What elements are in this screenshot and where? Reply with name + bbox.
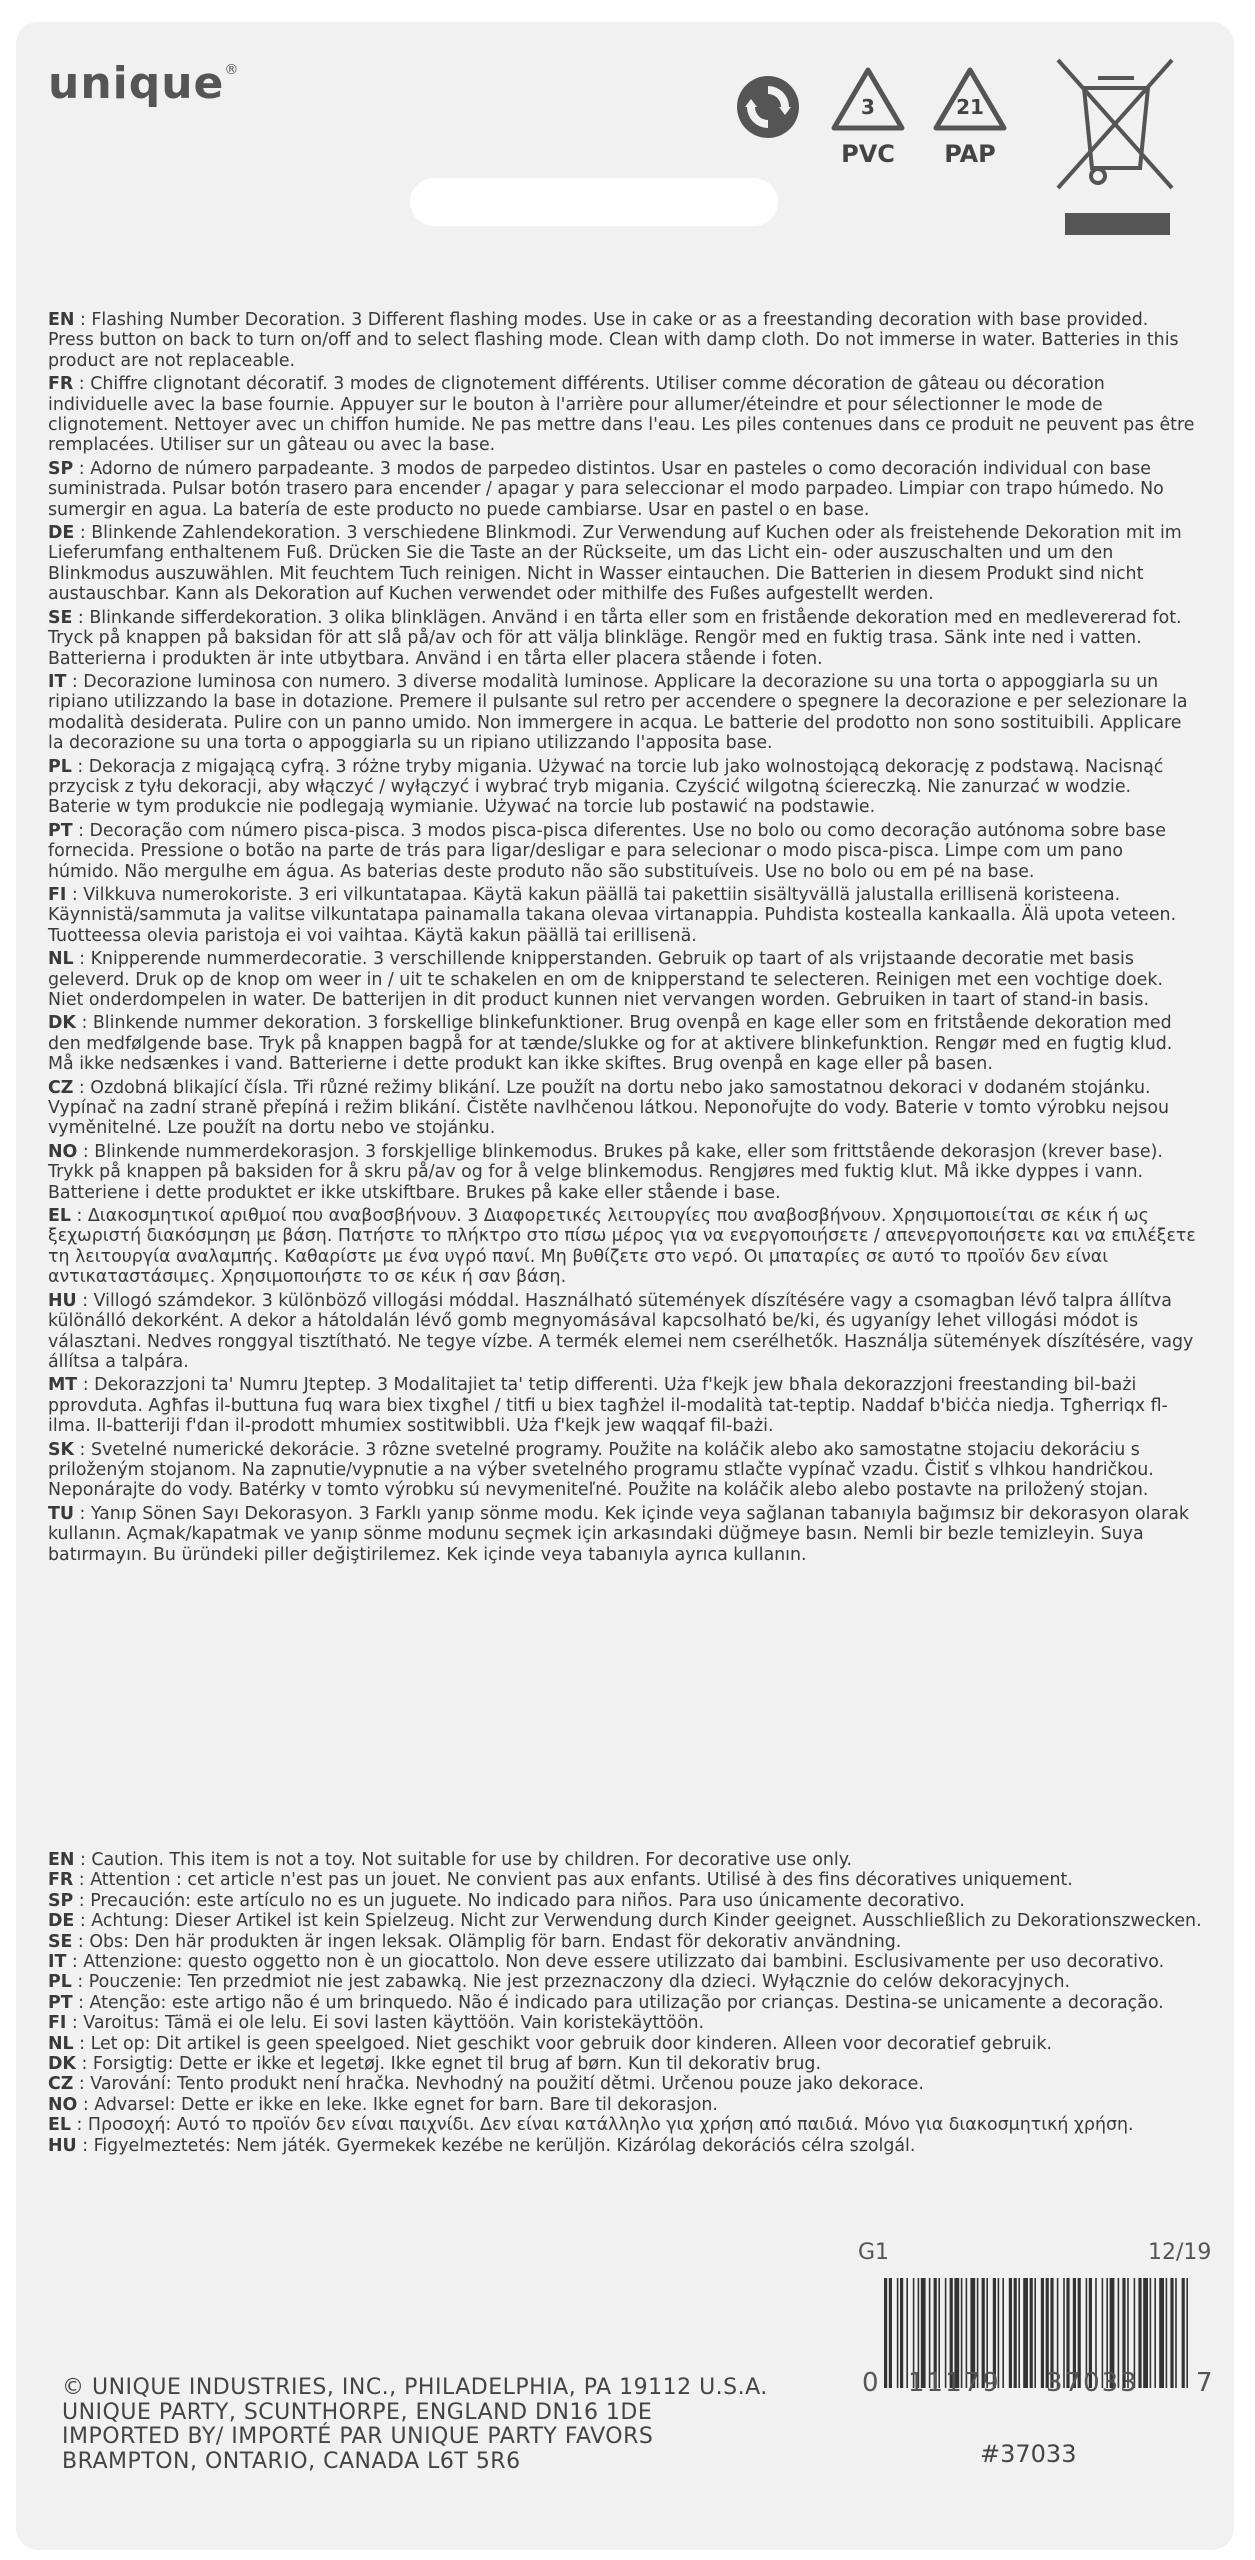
barcode-bar — [1014, 2278, 1017, 2388]
lang-code: FI — [48, 2013, 67, 2034]
barcode-bar — [1159, 2278, 1164, 2388]
lang-code: SP — [48, 1890, 74, 1911]
description-text: Ozdobná blikající čísla. Tři různé režimy blikání. Lze použít na dortu nebo jako samostatnou dekoraci v dodaném stojánku. Vypínač na zadní straně přepíná i režim blikání. Čistěte navlhčenou látkou. Neponořujte do vody. Baterie v tomto výrobku nejsou vyměnitelné. Lze použít na dortu nebo ve stojánku. — [48, 1077, 1170, 1139]
company-address — [62, 2376, 768, 2474]
description-nl: NL : Knipperende nummerdecoratie. 3 verschillende knipperstanden. Gebruik op taart of als vrijstaande decoratie met basis geleverd. Druk op de knop om weer in / uit te schakelen en om de knipperstand te selecteren. Reinigen met een vochtige doek. Niet onderdompelen in water. De batterijen in dit product kunnen niet vervangen worden. Gebruiken in taart of stand-in basis. — [48, 949, 1163, 1010]
lang-code: DE — [48, 1911, 75, 1932]
product-number: #37033 — [980, 2440, 1077, 2468]
caution-fi: FI : Varoitus: Tämä ei ole lelu. Ei sovi lasten käyttöön. Vain koristekäyttöön. — [48, 2013, 705, 2034]
lang-code: PT — [48, 820, 73, 841]
caution-text: Pouczenie: Ten przedmiot nie jest zabawką. Nie jest przeznaczony dla dzieci. Wyłącznie do celów dekoracyjnych. — [88, 1972, 1071, 1993]
address-line: IMPORTED BY/ IMPORTÉ PAR UNIQUE PARTY FAVORS — [62, 2424, 654, 2449]
lang-code: NO — [48, 2094, 78, 2115]
lang-code: FI — [48, 884, 67, 905]
lang-code: PT — [48, 1992, 73, 2013]
barcode-bar — [1154, 2278, 1156, 2388]
caution-text: Obs: Den här produkten är ingen leksak. Olämplig för barn. Endast för dekorativ användning. — [89, 1931, 902, 1952]
description-text: Vilkkuva numerokoriste. 3 eri vilkuntatapaa. Käytä kakun päällä tai pakettiin sisältyvällä jalustalla erillisenä koristeena. Käynnistä/sammuta ja valitse vilkuntatapa painamalla takana olevaa virtanappia. Puhdista kostealla kankaalla. Älä upota veteen. Tuotteessa olevia paristoja ei voi vaihtaa. Käytä kakun päällä tai erillisenä. — [48, 884, 1177, 946]
pvc-label: PVC — [841, 140, 895, 168]
address-line: UNIQUE PARTY, SCUNTHORPE, ENGLAND DN16 1DE — [62, 2399, 653, 2425]
caution-cz: CZ : Varování: Tento produkt není hračka. Nevhodný na použití dětmi. Určenou pouze jako dekorace. — [48, 2074, 924, 2095]
lang-code: SK — [48, 1439, 75, 1460]
description-fi: FI : Vilkkuva numerokoriste. 3 eri vilkuntatapaa. Käytä kakun päällä tai pakettiin sisältyvällä jalustalla erillisenä koristeena. Käynnistä/sammuta ja valitse vilkuntatapa painamalla takana olevaa virtanappia. Puhdista kostealla kankaalla. Älä upota veteen. Tuotteessa olevia paristoja ei voi vaihtaa. Käytä kakun päällä tai erillisenä. — [48, 884, 1177, 946]
description-cz: CZ : Ozdobná blikající čísla. Tři různé režimy blikání. Lze použít na dortu nebo jako samostatnou dekoraci v dodaném stojánku. Vypínač na zadní straně přepíná i režim blikání. Čistěte navlhčenou látkou. Neponořujte do vody. Baterie v tomto výrobku nejsou vyměnitelné. Lze použít na dortu nebo ve stojánku. — [48, 1077, 1170, 1139]
lang-code: PL — [48, 1972, 72, 1993]
description-text: Decorazione luminosa con numero. 3 diverse modalità luminose. Applicare la decorazione su una torta o appoggiarla su un ripiano utilizzando la base in dotazione. Premere il pulsante sul retro per accendere o spegnere la decorazione e per selezionare la modalità desiderata. Pulire con un panno umido. Non immergere in acqua. Le batterie del prodotto non sono sostituibili. Applicare la decorazione su una torta o appoggiarla su un ripiano utilizzando l'apposita base. — [48, 671, 1188, 754]
lang-code: NO — [48, 1141, 78, 1162]
caution-text: Varování: Tento produkt není hračka. Nevhodný na použití dětmi. Určenou pouze jako dekorace. — [90, 2074, 924, 2095]
caution-it: IT : Attenzione: questo oggetto non è un giocattolo. Non deve essere utilizzato dai bambini. Esclusivamente per uso decorativo. — [48, 1952, 1165, 1973]
description-en: EN : Flashing Number Decoration. 3 Different flashing modes. Use in cake or as a freestanding decoration with base provided. Press button on back to turn on/off and to select flashing mode. Clean with damp cloth. Do not immerse in water. Batteries in this product are not replaceable. — [48, 310, 1179, 371]
lang-code: DK — [48, 2054, 76, 2075]
caution-fr: FR : Attention : cet article n'est pas un jouet. Ne convient pas aux enfants. Utilisé à des fins décoratives uniquement. — [48, 1870, 1073, 1891]
lang-code: DE — [48, 523, 75, 544]
caution-se: SE : Obs: Den här produkten är ingen leksak. Olämplig för barn. Endast för dekorativ användning. — [48, 1931, 902, 1952]
lang-code: HU — [48, 2135, 77, 2156]
barcode-bar — [897, 2278, 899, 2388]
barcode-bar — [900, 2278, 903, 2388]
description-de: DE : Blinkende Zahlendekoration. 3 verschiedene Blinkmodi. Zur Verwendung auf Kuchen oder als freistehende Dekoration mit im Lieferumfang enthaltenem Fuß. Drücken Sie die Taste an der Rückseite, um das Licht ein- oder auszuschalten und um den Blinkmodus auszuwählen. Mit feuchtem Tuch reinigen. Nicht in Wasser eintauchen. Die Batterien in diesem Produkt sind nicht austauschbar. Kann als Dekoration auf Kuchen verwendet oder mithilfe des Fußes aufgestellt werden. — [48, 523, 1182, 605]
barcode-bar — [1182, 2278, 1185, 2388]
lang-code: EN — [48, 1850, 75, 1870]
caution-text: Advarsel: Dette er ikke en leke. Ikke egnet for barn. Bare til dekorasjon. — [94, 2094, 718, 2115]
description-text: Blinkende nummerdekorasjon. 3 forskjellige blinkemodus. Brukes på kake, eller som frittstående dekorasjon (krever base). Trykk på knappen på baksiden for å skru på/av og for å velge blinkemodus. Rengjøres med fuktig klut. Må ikke dyppes i vann. Batteriene i dette produktet er ikke utskiftbare. Brukes på kake eller stående i base. — [48, 1141, 1163, 1203]
caution-sp: SP : Precaución: este artículo no es un juguete. No indicado para niños. Para uso únicamente decorativo. — [48, 1890, 965, 1911]
lang-code: SP — [48, 458, 74, 479]
lang-code: SE — [48, 1931, 73, 1952]
lang-code: SE — [48, 607, 73, 628]
lang-code: IT — [48, 671, 67, 692]
description-pl: PL : Dekoracja z migającą cyfrą. 3 różne tryby migania. Używać na torcie lub jako wolnostojącą dekorację z podstawą. Nacisnąć przycisk z tyłu dekoracji, aby włączyć / wyłączyć i wybrać tryb migania. Czyścić wilgotną ściereczką. Nie zanurzać w wodzie. Baterie w tym produkcie nie podlegają wymianie. Używać na torcie lub postawić na podstawie. — [48, 756, 1164, 818]
green-dot-icon — [735, 74, 801, 140]
description-el: EL : Διακοσμητικοί αριθμοί που αναβοσβήνουν. 3 Διαφορετικές λειτουργίες που αναβοσβήνουν. Χρησιμοποιείται σε κέικ ή ως ξεχωριστή διακόσμηση με βάση. Πατήστε το πλήκτρο στο πίσω μέρος για να ενεργοποιήσετε / απενεργοποιήσετε και να επιλέξετε τη λειτουργία αναλαμπής. Καθαρίστε με ένα υγρό πανί. Μη βυθίζετε στο νερό. Οι μπαταρίες σε αυτό το προϊόν δεν είναι αντικαταστάσιμες. Χρησιμοποιήστε το σε κέικ ή σαν βάση. — [48, 1206, 1196, 1288]
caution-text: Let op: Dit artikel is geen speelgoed. Niet geschikt voor gebruik door kinderen. Alleen voor decoratief gebruik. — [90, 2033, 1053, 2054]
caution-text: Προσοχή: Αυτό το προϊόν δεν είναι παιχνίδι. Δεν είναι κατάλληλο για χρήση από παιδιά. Μόνο για διακοσμητική χρήση. — [87, 2115, 1134, 2136]
caution-pt: PT : Atenção: este artigo não é um brinquedo. Não é indicado para utilização por crianças. Destina-se unicamente a decoração. — [48, 1992, 1164, 2013]
description-tu: TU : Yanıp Sönen Sayı Dekorasyon. 3 Farklı yanıp sönme modu. Kek içinde veya sağlanan tabanıyla bağımsız bir dekorasyon olarak kullanın. Açmak/kapatmak ve yanıp sönme modunu seçmek için arkasındaki düğmeye basın. Nemli bir bezle temizleyin. Suya batırmayın. Bu üründeki piller değiştirilemez. Kek içinde veya tabanıyla ayrıca kullanın. — [48, 1503, 1190, 1565]
barcode-check-digit: 7 — [1196, 2368, 1215, 2398]
lang-code: EL — [48, 2115, 71, 2136]
pap-label: PAP — [944, 140, 996, 168]
description-text: Yanıp Sönen Sayı Dekorasyon. 3 Farklı yanıp sönme modu. Kek içinde veya sağlanan tabanıyla bağımsız bir dekorasyon olarak kullanın. Açmak/kapatmak ve yanıp sönme modunu seçmek için arkasındaki düğmeye basın. Nemli bir bezle temizleyin. Suya batırmayın. Bu üründeki piller değiştirilemez. Kek içinde veya tabanıyla ayrıca kullanın. — [48, 1503, 1190, 1565]
lang-code: EL — [48, 1206, 71, 1227]
description-se: SE : Blinkande sifferdekoration. 3 olika blinklägen. Använd i en tårta eller som en fristående dekoration med en medlevererad fot. Tryck på knappen på baksidan för att slå på/av och för att välja blinkläge. Rengör med en fuktig trasa. Sänk inte ned i vatten. Batterierna i produkten är inte utbytbara. Använd i en tårta eller placera stående i foten. — [48, 607, 1182, 669]
caution-no: NO : Advarsel: Dette er ikke en leke. Ikke egnet for barn. Bare til dekorasjon. — [48, 2094, 718, 2115]
description-pt: PT : Decoração com número pisca-pisca. 3 modos pisca-pisca diferentes. Use no bolo ou como decoração autónoma sobre base fornecida. Pressione o botão na parte de trás para ligar/desligar e para selecionar o modo pisca-pisca. Limpe com um pano húmido. Não mergulhe em água. As baterias deste produto não são substituíveis. Use no bolo ou em pé na base. — [48, 820, 1166, 882]
barcode-bar — [1009, 2278, 1012, 2388]
caution-el: EL : Προσοχή: Αυτό το προϊόν δεν είναι παιχνίδι. Δεν είναι κατάλληλο για χρήση από παιδιά. Μόνο για διακοσμητική χρήση. — [48, 2115, 1134, 2136]
description-fr: FR : Chiffre clignotant décoratif. 3 modes de clignotement différents. Utiliser comme décoration de gâteau ou décoration individuelle avec la base fournie. Appuyer sur le bouton à l'arrière pour allumer/éteindre et pour sélectionner le mode de clignotement. Nettoyer avec un chiffon humide. Ne pas mettre dans l'eau. Les piles contenues dans ce produit ne peuvent pas être remplacées. Utiliser sur un gâteau ou avec la base. — [48, 374, 1195, 456]
barcode-bar — [1138, 2278, 1141, 2388]
caution-text: Forsigtig: Dette er ikke et legetøj. Ikke egnet til brug af børn. Kun til dekorativ brug. — [92, 2054, 821, 2075]
lang-code: NL — [48, 949, 74, 970]
barcode-bar — [1030, 2278, 1033, 2388]
barcode-bar — [1166, 2278, 1168, 2388]
lang-code: PL — [48, 756, 72, 777]
lang-code: FR — [48, 374, 74, 395]
lang-code: FR — [48, 1870, 74, 1891]
description-text: Διακοσμητικοί αριθμοί που αναβοσβήνουν. 3 Διαφορετικές λειτουργίες που αναβοσβήνουν. Χρησιμοποιείται σε κέικ ή ως ξεχωριστή διακόσμηση με βάση. Πατήστε το πλήκτρο στο πίσω μέρος για να ενεργοποιήσετε / απενεργοποιήσετε και να επιλέξετε τη λειτουργία αναλαμπής. Καθαρίστε με ένα υγρό πανί. Μη βυθίζετε στο νερό. Οι μπαταρίες σε αυτό το προϊόν δεν είναι αντικαταστάσιμες. Χρησιμοποιήστε το σε κέικ ή σαν βάση. — [48, 1206, 1196, 1288]
lang-code: CZ — [48, 1077, 74, 1098]
address-line: BRAMPTON, ONTARIO, CANADA L6T 5R6 — [62, 2448, 521, 2474]
barcode-bar — [1023, 2278, 1028, 2388]
description-sp: SP : Adorno de número parpadeante. 3 modos de parpedeo distintos. Usar en pasteles o como decoración individual con base suministrada. Pulsar botón trasero para encender / apagar y para seleccionar el modo parpadeo. Limpiar con trapo húmedo. No sumergir en agua. La batería de este producto no puede cambiarse. Usar en pastel o en base. — [48, 458, 1164, 520]
caution-text: Attenzione: questo oggetto non è un giocattolo. Non deve essere utilizzato dai bambini. Esclusivamente per uso decorativo. — [83, 1952, 1165, 1973]
description-hu: HU : Villogó számdekor. 3 különböző villogási móddal. Használható sütemények díszítésére vagy a csomagban lévő talpra állítva különálló dekorként. A dekor a hátoldalán lévő gomb megnyomásával kapcsolható be/ki, és ugyanígy lehet villogási módot is választani. Nedves ronggyal tisztítható. Ne tegye vízbe. A termék elemei nem cserélhetők. Használja sütemények díszítésére, vagy állítsa a talpára. — [48, 1290, 1194, 1372]
description-text: Blinkende Zahlendekoration. 3 verschiedene Blinkmodi. Zur Verwendung auf Kuchen oder als freistehende Dekoration mit im Lieferumfang enthaltenem Fuß. Drücken Sie die Taste an der Rückseite, um das Licht ein- oder auszuschalten und um den Blinkmodus auszuwählen. Mit feuchtem Tuch reinigen. Nicht in Wasser eintauchen. Die Batterien in diesem Produkt sind nicht austauschbar. Kann als Dekoration auf Kuchen verwendet oder mithilfe des Fußes aufgestellt werden. — [48, 523, 1182, 605]
address-line: © UNIQUE INDUSTRIES, INC., PHILADELPHIA, PA 19112 U.S.A. — [62, 2375, 768, 2400]
lang-code: CZ — [48, 2074, 74, 2095]
caution-text: Figyelmeztetés: Nem játék. Gyermekek kezébe ne kerüljön. Kizárólag dekorációs célra szolgál. — [93, 2135, 916, 2156]
lang-code: EN — [48, 310, 75, 330]
caution-text: Attention : cet article n'est pas un jouet. Ne convient pas aux enfants. Utilisé à des fins décoratives uniquement. — [90, 1870, 1073, 1891]
barcode-bar — [1002, 2278, 1004, 2388]
caution-text: Atenção: este artigo não é um brinquedo. Não é indicado para utilização por crianças. Destina-se unicamente a decoração. — [89, 1992, 1164, 2013]
weee-bin-icon — [1050, 56, 1180, 196]
lang-code: DK — [48, 1013, 76, 1034]
barcode-bar — [1186, 2278, 1188, 2388]
caution-text: Varoitus: Tämä ei ole lelu. Ei sovi lasten käyttöön. Vain koristekäyttöön. — [83, 2013, 705, 2034]
lang-code: HU — [48, 1290, 77, 1311]
caution-text: Precaución: este artículo no es un juguete. No indicado para niños. Para uso únicamente decorativo. — [90, 1890, 965, 1911]
description-text: Svetelné numerické dekorácie. 3 rôzne svetelné programy. Použite na koláčik alebo ako samostatne stojaciu dekoráciu s priloženým stojanom. Na zapnutie/vypnutie a na výber svetelného programu stlačte vypínač vzadu. Čistiť s vlhkou handričkou. Neponárajte do vody. Batérky v tomto výrobku sú nevymeniteľné. Použite na koláčik alebo alebo postavte na priložený stojan. — [48, 1439, 1154, 1501]
lang-code: IT — [48, 1952, 67, 1973]
description-text: Knipperende nummerdecoratie. 3 verschillende knipperstanden. Gebruik op taart of als vrijstaande decoratie met basis geleverd. Druk op de knop om weer in / uit te schakelen en om de knipperstand te selecteren. Reinigen met een vochtige doek. Niet onderdompelen in water. De batterijen in dit product kunnen niet vervangen worden. Gebruiken in taart of stand-in basis. — [48, 949, 1163, 1010]
description-text: Chiffre clignotant décoratif. 3 modes de clignotement différents. Utiliser comme décoration de gâteau ou décoration individuelle avec la base fournie. Appuyer sur le bouton à l'arrière pour allumer/éteindre et pour sélectionner le mode de clignotement. Nettoyer avec un chiffon humide. Ne pas mettre dans l'eau. Les piles contenues dans ce produit ne peuvent pas être remplacées. Utiliser sur un gâteau ou avec la base. — [48, 374, 1195, 456]
barcode-first-digit: 0 — [862, 2368, 881, 2398]
lang-code: TU — [48, 1503, 74, 1524]
lang-code: NL — [48, 2033, 74, 2054]
registered-mark: ® — [224, 62, 240, 78]
caution-nl: NL : Let op: Dit artikel is geen speelgoed. Niet geschikt voor gebruik door kinderen. Alleen voor decoratief gebruik. — [48, 2033, 1053, 2054]
barcode-right-group: 37033 — [1046, 2368, 1139, 2398]
barcode-left-group: 11179 — [908, 2368, 1001, 2398]
caution-text: Caution. This item is not a toy. Not suitable for use by children. For decorative use only. — [91, 1850, 853, 1870]
description-text: Dekorazzjoni ta' Numru Jteptep. 3 Modalitajiet ta' tetip differenti. Uża f'kejk jew bħala dekorazzjoni freestanding bil-bażi pprovduta. Agħfas il-buttuna fuq wara biex tixgħel / titfi u biex tagħżel il-modalità tat-teptip. Naddaf b'biċċa niedja. Tgħerriqx fl-ilma. Il-batteriji f'dan il-prodott mhumiex sostitwibbli. Uża f'kejk jew waqqaf fil-bażi. — [48, 1375, 1168, 1437]
description-text: Decoração com número pisca-pisca. 3 modos pisca-pisca diferentes. Use no bolo ou como decoração autónoma sobre base fornecida. Pressione o botão na parte de trás para ligar/desligar e para selecionar o modo pisca-pisca. Limpe com um pano húmido. Não mergulhe em água. As baterias deste produto não são substituíveis. Use no bolo ou em pé na base. — [48, 820, 1166, 882]
barcode-bar — [1170, 2278, 1173, 2388]
barcode-bar — [1143, 2278, 1148, 2388]
g-code: G1 — [858, 2240, 890, 2265]
caution-pl: PL : Pouczenie: Ten przedmiot nie jest zabawką. Nie jest przeznaczony dla dzieci. Wyłącznie do celów dekoracyjnych. — [48, 1972, 1071, 1993]
hang-slot — [410, 178, 778, 226]
barcode-bar — [1041, 2278, 1044, 2388]
description-text: Blinkande sifferdekoration. 3 olika blinklägen. Använd i en tårta eller som en fristående dekoration med en medlevererad fot. Tryck på knappen på baksidan för att slå på/av och för att välja blinkläge. Rengör med en fuktig trasa. Sänk inte ned i vatten. Batterierna i produkten är inte utbytbara. Använd i en tårta eller placera stående i foten. — [48, 607, 1182, 669]
caution-list — [48, 1850, 1202, 2156]
barcode-bar — [1018, 2278, 1020, 2388]
description-text: Blinkende nummer dekoration. 3 forskellige blinkefunktioner. Brug ovenpå en kage eller som en fritstående dekoration med den medfølgende base. Tryk på knappen bagpå for at tænde/slukke og for at aktivere blinkefunktion. Rengør med en fugtig klud. Må ikke nedsænkes i vand. Batterierne i dette produkt kan ikke skiftes. Brug ovenpå en kage eller på basen. — [48, 1013, 1173, 1075]
product-descriptions — [48, 310, 1198, 1568]
description-text: Dekoracja z migającą cyfrą. 3 różne tryby migania. Używać na torcie lub jako wolnostojącą dekorację z podstawą. Nacisnąć przycisk z tyłu dekoracji, aby włączyć / wyłączyć i wybrać tryb migania. Czyścić wilgotną ściereczką. Nie zanurzać w wodzie. Baterie w tym produkcie nie podlegają wymianie. Używać na torcie lub postawić na podstawie. — [48, 756, 1164, 818]
pap-number: 21 — [956, 95, 984, 119]
barcode-bar — [1034, 2278, 1036, 2388]
weee-bar — [1065, 213, 1170, 235]
description-text: Villogó számdekor. 3 különböző villogási móddal. Használható sütemények díszítésére vagy a csomagban lévő talpra állítva különálló dekorként. A dekor a hátoldalán lévő gomb megnyomásával kapcsolható be/ki, és ugyanígy lehet villogási módot is választani. Nedves ronggyal tisztítható. Ne tegye vízbe. A termék elemei nem cserélhetők. Használja sütemények díszítésére, vagy állítsa a talpára. — [48, 1290, 1194, 1372]
description-text: Adorno de número parpadeante. 3 modos de parpedeo distintos. Usar en pasteles o como decoración individual con base suministrada. Pulsar botón trasero para encender / apagar y para seleccionar el modo parpadeo. Limpiar con trapo húmedo. No sumergir en agua. La batería de este producto no puede cambiarse. Usar en pastel o en base. — [48, 458, 1164, 520]
description-text: Flashing Number Decoration. 3 Different flashing modes. Use in cake or as a freestanding decoration with base provided. Press button on back to turn on/off and to select flashing mode. Clean with damp cloth. Do not immerse in water. Batteries in this product are not replaceable. — [48, 310, 1179, 371]
description-dk: DK : Blinkende nummer dekoration. 3 forskellige blinkefunktioner. Brug ovenpå en kage eller som en fritstående dekoration med den medfølgende base. Tryk på knappen bagpå for at tænde/slukke og for at aktivere blinkefunktion. Rengør med en fugtig klud. Må ikke nedsænkes i vand. Batterierne i dette produkt kan ikke skiftes. Brug ovenpå en kage eller på basen. — [48, 1013, 1173, 1075]
brand-logo — [48, 58, 239, 109]
description-no: NO : Blinkende nummerdekorasjon. 3 forskjellige blinkemodus. Brukes på kake, eller som frittstående dekorasjon (krever base). Trykk på knappen på baksiden for å skru på/av og for å velge blinkemodus. Rengjøres med fuktig klut. Må ikke dyppes i vann. Batteriene i dette produktet er ikke utskiftbare. Brukes på kake eller stående i base. — [48, 1141, 1163, 1203]
barcode-bar — [1175, 2278, 1177, 2388]
caution-text: Achtung: Dieser Artikel ist kein Spielzeug. Nicht zur Verwendung durch Kinder geeignet. Ausschließlich zu Dekorationszwecken. — [91, 1911, 1202, 1932]
brand-name: unique — [48, 58, 225, 109]
description-mt: MT : Dekorazzjoni ta' Numru Jteptep. 3 Modalitajiet ta' tetip differenti. Uża f'kejk jew bħala dekorazzjoni freestanding bil-bażi pprovduta. Agħfas il-buttuna fuq wara biex tixgħel / titfi u biex tagħżel il-modalità tat-teptip. Naddaf b'biċċa niedja. Tgħerriqx fl-ilma. Il-batteriji f'dan il-prodott mhumiex sostitwibbli. Uża f'kejk jew waqqaf fil-bażi. — [48, 1375, 1168, 1437]
barcode-bar — [1150, 2278, 1152, 2388]
barcode-bar — [889, 2278, 892, 2388]
caution-en: EN : Caution. This item is not a toy. Not suitable for use by children. For decorative use only. — [48, 1850, 853, 1870]
description-it: IT : Decorazione luminosa con numero. 3 diverse modalità luminose. Applicare la decorazione su una torta o appoggiarla su un ripiano utilizzando la base in dotazione. Premere il pulsante sul retro per accendere o spegnere la decorazione e per selezionare la modalità desiderata. Pulire con un panno umido. Non immergere in acqua. Le batterie del prodotto non sono sostituibili. Applicare la decorazione su una torta o appoggiarla su un ripiano utilizzando l'apposita base. — [48, 671, 1188, 754]
barcode-bar — [884, 2278, 887, 2388]
pvc-number: 3 — [861, 95, 875, 119]
caution-hu: HU : Figyelmeztetés: Nem játék. Gyermekek kezébe ne kerüljön. Kizárólag dekorációs célra szolgál. — [48, 2135, 916, 2156]
description-sk: SK : Svetelné numerické dekorácie. 3 rôzne svetelné programy. Použite na koláčik alebo ako samostatne stojaciu dekoráciu s priloženým stojanom. Na zapnutie/vypnutie a na výber svetelného programu stlačte vypínač vzadu. Čistiť s vlhkou handričkou. Neponárajte do vody. Batérky v tomto výrobku sú nevymeniteľné. Použite na koláčik alebo alebo postavte na priložený stojan. — [48, 1439, 1154, 1501]
caution-dk: DK : Forsigtig: Dette er ikke et legetøj. Ikke egnet til brug af børn. Kun til dekorativ brug. — [48, 2054, 821, 2075]
lang-code: MT — [48, 1375, 78, 1396]
date-code: 12/19 — [1148, 2240, 1212, 2265]
caution-de: DE : Achtung: Dieser Artikel ist kein Spielzeug. Nicht zur Verwendung durch Kinder geeignet. Ausschließlich zu Dekorationszwecken. — [48, 1911, 1202, 1932]
